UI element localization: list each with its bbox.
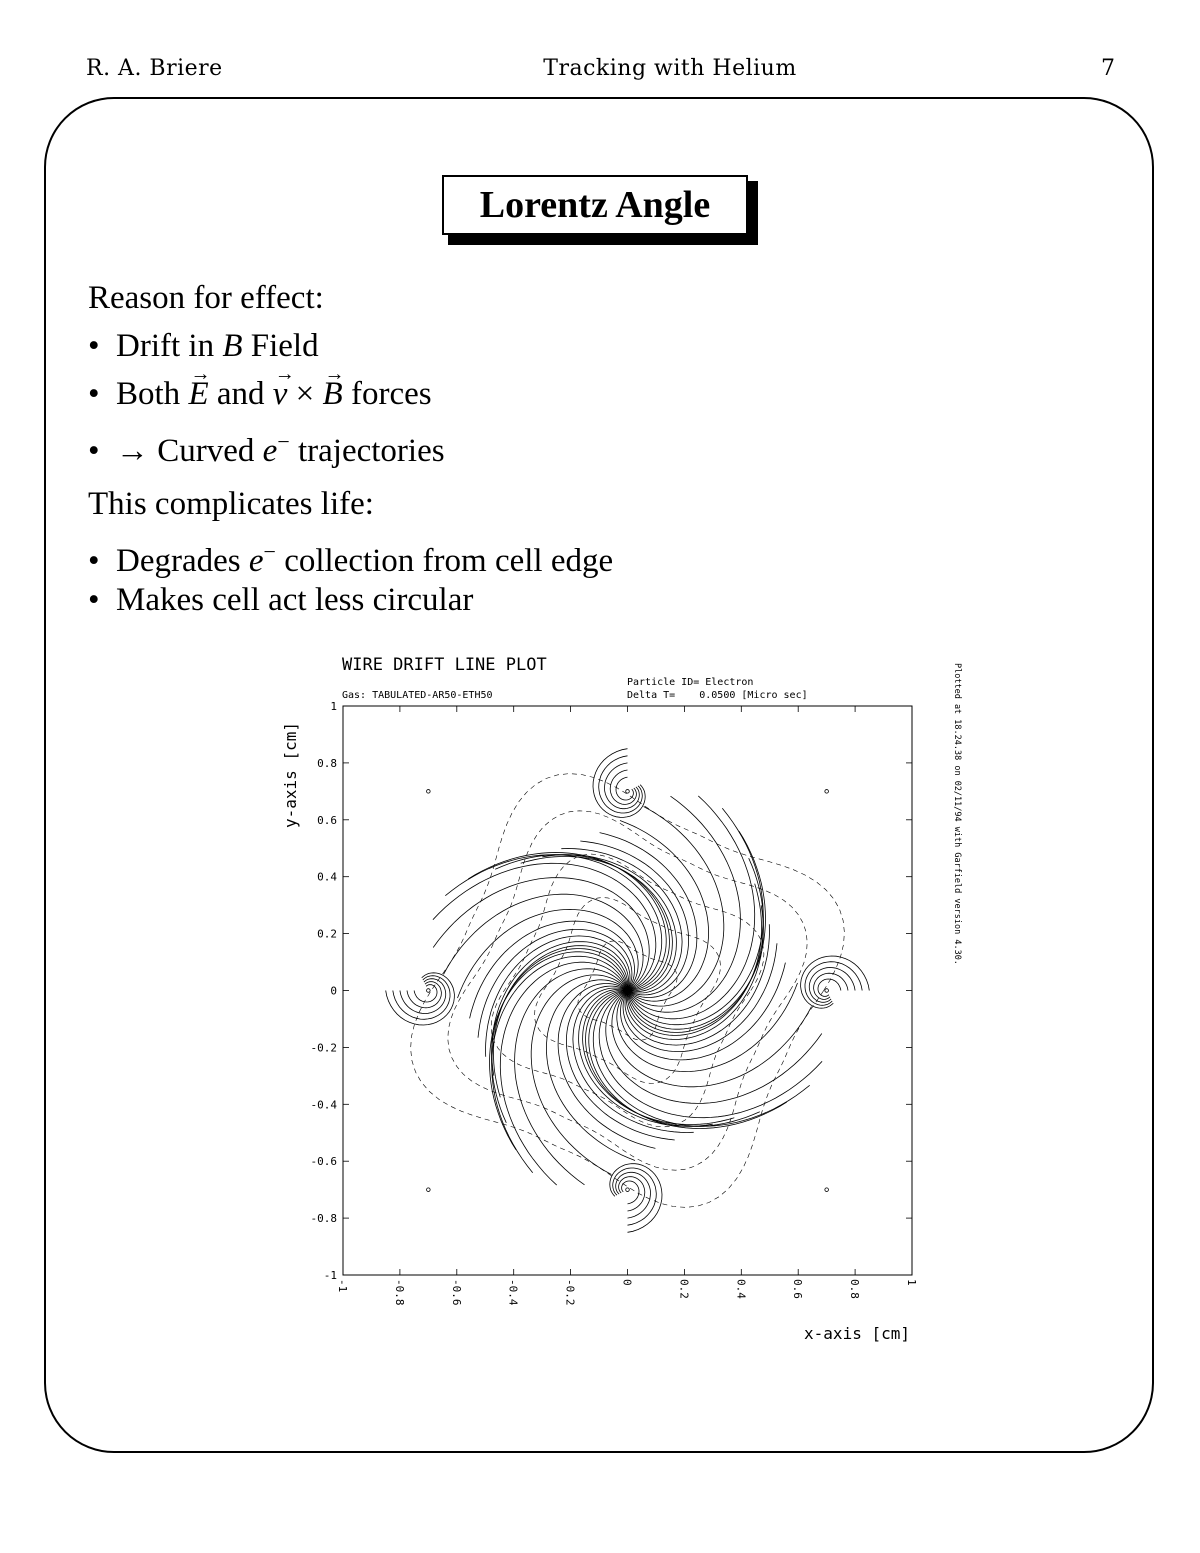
y-tick-label: 0 [330, 984, 337, 998]
bullet-icon: • [88, 582, 100, 618]
sense-wire [625, 988, 630, 993]
bullet-icon: • [88, 543, 100, 579]
header-author: R. A. Briere [86, 56, 223, 81]
plot-title: WIRE DRIFT LINE PLOT [342, 655, 547, 675]
bullet-less-circular: • Makes cell act less circular [88, 582, 474, 618]
x-tick-label: -0.4 [506, 1279, 520, 1306]
x-tick-label: -0.2 [563, 1279, 577, 1306]
y-tick-label: -0.6 [310, 1155, 337, 1169]
gas-label: Gas: TABULATED-AR50-ETH50 [342, 690, 493, 701]
y-tick-label: 0.4 [317, 870, 337, 884]
vector-b: → B [323, 374, 343, 414]
bullet-drift-in-b-field: • Drift in B Field [88, 328, 319, 364]
delta-t-label: Delta T= 0.0500 [Micro sec] [627, 690, 808, 701]
field-wire [427, 1188, 431, 1192]
field-wire-curl [616, 1172, 651, 1218]
slide-title: Lorentz Angle [442, 175, 748, 235]
field-wire [626, 1188, 630, 1192]
x-tick-label: -0.6 [449, 1279, 463, 1306]
field-wire-curl [610, 770, 636, 804]
x-tick-label: 0 [620, 1279, 634, 1286]
field-wire [825, 1188, 829, 1192]
field-wire-curl [814, 973, 848, 999]
y-axis-label: y-axis [cm] [281, 722, 300, 828]
y-tick-label: -0.8 [310, 1212, 337, 1226]
bullet-icon: • [88, 328, 100, 364]
header-page-number: 7 [1101, 56, 1116, 81]
field-wire-curl [619, 1177, 645, 1211]
y-tick-label: -1 [323, 1269, 337, 1282]
y-tick-label: 0.8 [317, 756, 337, 770]
y-tick-label: -0.4 [310, 1098, 337, 1112]
bullet-icon: • [88, 433, 100, 469]
y-tick-label: 0.2 [317, 927, 337, 941]
field-wire-curl [407, 982, 441, 1008]
x-tick-label: 0.6 [791, 1279, 805, 1299]
x-tick-label: -0.8 [392, 1279, 406, 1306]
vector-e: → E [188, 374, 208, 414]
bullet-forces: • Both → E and → v × → B forces [88, 374, 432, 414]
header-title: Tracking with Helium [543, 56, 797, 81]
y-tick-label: 1 [330, 700, 337, 713]
x-tick-label: 0.8 [848, 1279, 862, 1299]
x-axis-label: x-axis [cm] [804, 1324, 910, 1343]
field-wire-curl [809, 968, 855, 1003]
field-wire-curl [400, 979, 446, 1014]
bullet-degrades-collection: • Degrades e− collection from cell edge [88, 539, 614, 579]
section-complicates: This complicates life: [88, 486, 374, 522]
field-wire [626, 790, 630, 794]
section-reason: Reason for effect: [88, 280, 324, 316]
drift-line [492, 942, 629, 1076]
drift-line-plot [270, 645, 990, 1355]
vector-v: → v [273, 374, 288, 414]
bullet-curved-trajectories: • → Curved e− trajectories [88, 429, 445, 469]
particle-label: Particle ID= Electron [627, 677, 754, 688]
field-wire [825, 989, 829, 993]
drift-line [579, 989, 713, 1126]
y-tick-label: -0.2 [310, 1041, 337, 1055]
x-tick-label: 1 [905, 1279, 918, 1286]
field-wire [427, 790, 431, 794]
bullet-icon: • [88, 376, 100, 412]
x-tick-label: -1 [336, 1279, 349, 1293]
field-wire [825, 790, 829, 794]
field-wire [427, 989, 431, 993]
wires [427, 790, 829, 1192]
y-tick-label: 0.6 [317, 813, 337, 827]
x-tick-label: 0.4 [734, 1279, 748, 1299]
side-note: Plotted at 18.24.38 on 02/11/94 with Garfield version 4.30. [952, 663, 962, 965]
x-tick-label: 0.2 [677, 1279, 691, 1299]
field-wire-curl [605, 763, 640, 809]
